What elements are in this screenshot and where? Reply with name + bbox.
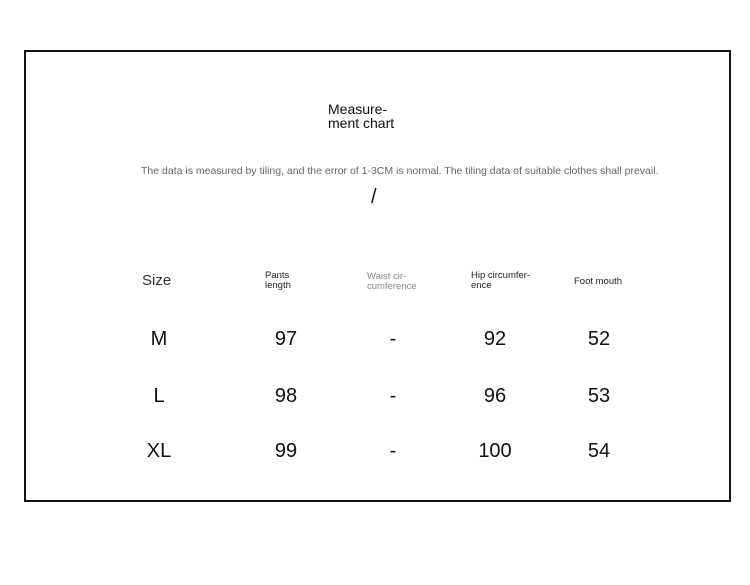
row-size-cell: M	[150, 328, 168, 350]
chart-title-line-1: Measure-	[328, 101, 388, 117]
header-waist-line-1: Waist cir-	[367, 271, 407, 282]
row-waist-cell: -	[389, 328, 397, 350]
row-pants-length-cell: 97	[274, 328, 298, 350]
row-size-cell: XL	[146, 440, 172, 462]
row-waist-cell: -	[389, 440, 397, 462]
row-size-cell: L	[153, 385, 165, 407]
row-pants-length-cell: 99	[274, 440, 298, 462]
row-hip-cell: 100	[478, 440, 512, 462]
measurement-note: The data is measured by tiling, and the error of 1-3CM is normal. The tiling data of suitable clothes shall prevail.	[141, 165, 659, 177]
header-pants-length-line-1: Pants	[265, 270, 290, 281]
header-foot-mouth: Foot mouth	[574, 276, 623, 287]
header-hip-line-1: Hip circumfer-	[471, 270, 531, 281]
separator-slash: /	[371, 186, 377, 208]
row-hip-cell: 96	[483, 385, 507, 407]
row-pants-length-cell: 98	[274, 385, 298, 407]
row-waist-cell: -	[389, 385, 397, 407]
header-pants-length	[265, 271, 291, 290]
header-waist-line-2: cumference	[367, 280, 417, 292]
header-size: Size	[142, 272, 172, 289]
header-hip-circumference	[471, 271, 530, 290]
chart-title	[328, 102, 438, 130]
row-foot-mouth-cell: 52	[587, 328, 611, 350]
header-hip-line-2: ence	[471, 279, 492, 291]
chart-title-line-2: ment chart	[328, 115, 395, 131]
row-foot-mouth-cell: 54	[587, 440, 611, 462]
row-hip-cell: 92	[483, 328, 507, 350]
header-waist-circumference	[367, 272, 417, 291]
row-foot-mouth-cell: 53	[587, 385, 611, 407]
header-pants-length-line-2: length	[265, 279, 291, 291]
